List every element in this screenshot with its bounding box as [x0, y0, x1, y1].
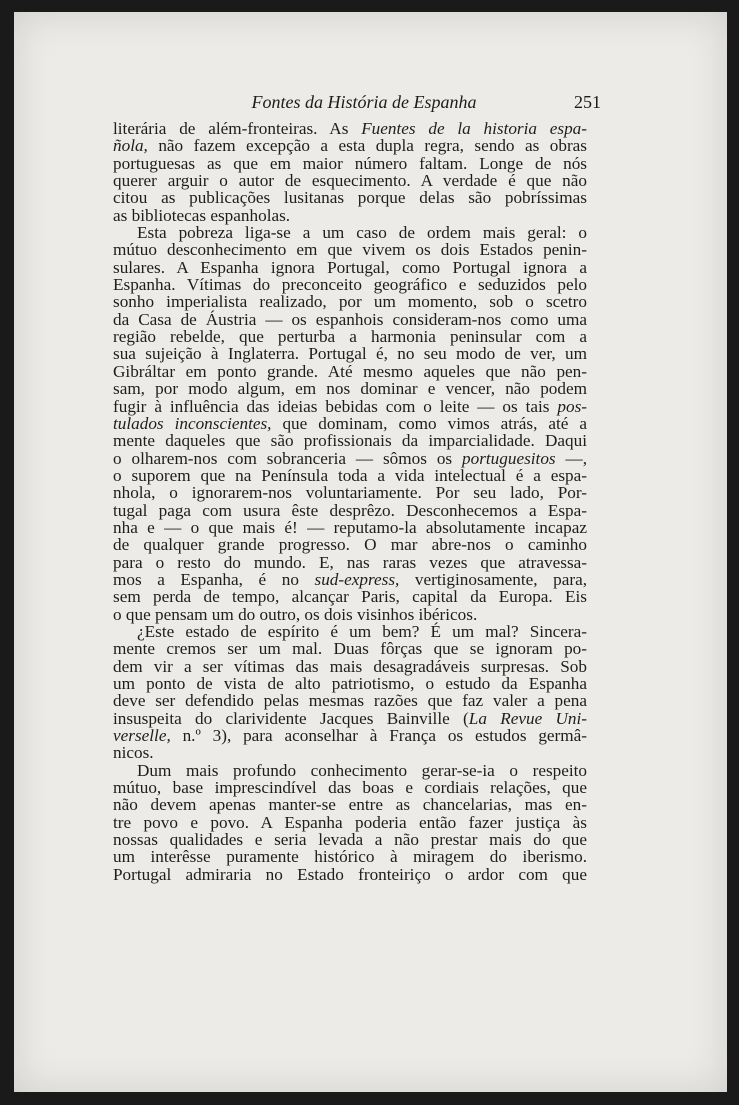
text-line: [113, 467, 587, 484]
text-segment: nha e — o que mais é! — reputamo-la absolutamente incapaz: [113, 517, 587, 537]
text-segment: sem perda de tempo, alcançar Paris, capital da Europa. Eis: [113, 587, 587, 607]
text-segment: mente cremos ser um mal. Duas fôrças que se ignoram po-: [113, 639, 587, 659]
text-segment: o que pensam um do outro, os dois visinhos ibéricos.: [113, 604, 478, 624]
text-line: [113, 484, 587, 501]
text-segment: deve ser defendido pelas mesmas razões que faz valer a pena: [113, 691, 587, 711]
text-line: [113, 311, 587, 328]
text-segment: de qualquer grande progresso. O mar abre-nos o caminho: [113, 535, 587, 555]
text-segment: para o resto do mundo. E, nas raras vezes que atravessa-: [113, 552, 587, 572]
running-title: Fontes da História de Espanha: [251, 92, 477, 112]
text-segment: o suporem que na Península toda a vida intelectual é a espa-: [113, 465, 587, 485]
text-line: [113, 241, 587, 258]
page-header: [127, 92, 601, 120]
text-segment: Esta pobreza liga-se a um caso de ordem mais geral: o: [137, 223, 587, 243]
text-line: [113, 814, 587, 831]
text-line: [113, 155, 587, 172]
text-segment: sonho imperialista realizado, por um momento, sob o scetro: [113, 292, 587, 312]
text-segment: ¿Este estado de espírito é um bem? É um mal? Sincera-: [137, 621, 587, 641]
text-segment: literária de além-fronteiras. As: [113, 119, 362, 138]
text-segment: região rebelde, que perturba a harmonia peninsular com a: [113, 327, 587, 347]
text-segment: mútuo, base imprescindível das boas e cordiais relações, que: [113, 778, 587, 798]
text-line: [113, 710, 587, 727]
text-line: [113, 293, 587, 310]
text-segment: um interêsse puramente histórico à miragem do iberismo.: [113, 847, 587, 867]
text-segment: dem vir a ser vítimas das mais desagradáveis surpresas. Sob: [113, 656, 587, 676]
text-segment: mútuo desconhecimento em que vivem os dois Estados penin-: [113, 240, 587, 260]
text-segment: sam, por modo algum, em nos dominar e vencer, não podem: [113, 379, 587, 399]
text-line: [113, 744, 587, 761]
italic-text: tulados inconscientes,: [113, 413, 272, 433]
text-segment: mos a Espanha, é no: [113, 569, 315, 589]
text-line: [113, 571, 587, 588]
italic-text: portuguesitos: [462, 448, 556, 468]
text-segment: Gibráltar em ponto grande. Até mesmo aqueles que não pen-: [113, 361, 587, 381]
text-segment: da Casa de Áustria — os espanhois consideram-nos como uma: [113, 309, 587, 329]
italic-text: La Revue Uni-: [468, 708, 588, 728]
text-segment: sulares. A Espanha ignora Portugal, como Portugal ignora a: [113, 257, 587, 277]
text-segment: nossas qualidades e seria levada a não prestar mais do que: [113, 830, 587, 850]
text-line: [113, 345, 587, 362]
text-line: [113, 848, 587, 865]
text-line: [113, 692, 587, 709]
text-line: [113, 831, 587, 848]
text-line: [113, 779, 587, 796]
page-number: 251: [574, 92, 601, 112]
text-segment: Espanha. Vítimas do preconceito geográfico e seduzidos pelo: [113, 275, 587, 295]
text-line: [113, 450, 587, 467]
italic-text: pos-: [557, 396, 587, 416]
text-segment: tre povo e povo. A Espanha poderia então fazer justiça às: [113, 812, 587, 832]
text-line: [113, 137, 587, 154]
text-segment: as bibliotecas espanholas.: [113, 205, 291, 225]
text-line: [113, 675, 587, 692]
text-segment: n.º 3), para aconselhar à França os estudos germâ-: [170, 726, 587, 746]
text-line: [113, 380, 587, 397]
text-line: [113, 640, 587, 657]
text-line: [113, 224, 587, 241]
text-line: [113, 415, 587, 432]
text-segment: —,: [555, 448, 587, 468]
text-segment: nicos.: [113, 743, 154, 763]
text-segment: vertiginosamente, para,: [399, 569, 587, 589]
text-line: [113, 554, 587, 571]
text-line: [113, 259, 587, 276]
text-line: [113, 588, 587, 605]
text-segment: não fazem excepção a esta dupla regra, sendo as obras: [147, 136, 587, 156]
italic-text: ñola,: [113, 136, 148, 156]
text-line: [113, 658, 587, 675]
body-text: [113, 120, 587, 883]
text-segment: querer arguir o autor de esquecimento. A verdade é que não: [113, 171, 587, 191]
text-segment: tugal paga com usura êste desprêzo. Desconhecemos a Espa-: [113, 500, 587, 520]
text-segment: não devem apenas manter-se entre as chancelarias, mas en-: [113, 795, 587, 815]
italic-text: Fuentes de la historia espa-: [361, 119, 587, 138]
text-line: [113, 502, 587, 519]
text-segment: que dominam, como vimos atrás, até a: [271, 413, 587, 433]
text-segment: insuspeita do clarividente Jacques Bainville (: [113, 708, 469, 728]
text-line: [113, 172, 587, 189]
text-line: [113, 120, 587, 137]
text-line: [113, 398, 587, 415]
text-segment: mente daqueles que são profissionais da imparcialidade. Daqui: [113, 431, 587, 451]
text-line: [113, 363, 587, 380]
text-segment: o olharem-nos com sobranceria — sômos os: [113, 448, 463, 468]
text-line: [113, 432, 587, 449]
text-line: [113, 536, 587, 553]
italic-text: verselle,: [113, 726, 171, 746]
text-line: [113, 276, 587, 293]
text-line: [113, 189, 587, 206]
text-segment: portuguesas as que em maior número faltam. Longe de nós: [113, 153, 587, 173]
text-segment: sua sujeição à Inglaterra. Portugal é, no seu modo de ver, um: [113, 344, 587, 364]
text-line: [113, 727, 587, 744]
text-segment: fugir à influência das ideias bebidas com o leite — os tais: [113, 396, 558, 416]
text-line: [113, 796, 587, 813]
italic-text: sud-express,: [314, 569, 400, 589]
text-line: [113, 762, 587, 779]
text-line: [113, 328, 587, 345]
text-line: [113, 519, 587, 536]
text-segment: um ponto de vista de alto patriotismo, o estudo da Espanha: [113, 674, 587, 693]
text-segment: Dum mais profundo conhecimento gerar-se-ia o respeito: [137, 760, 587, 780]
text-line: [113, 866, 587, 883]
text-line: [113, 207, 587, 224]
text-line: [113, 606, 587, 623]
text-segment: citou as publicações lusitanas porque delas são pobríssimas: [113, 188, 587, 208]
text-segment: nhola, o ignorarem-nos voluntariamente. Por seu lado, Por-: [113, 483, 587, 503]
text-segment: Portugal admiraria no Estado fronteiriço o ardor com que: [113, 864, 587, 884]
text-line: [113, 623, 587, 640]
